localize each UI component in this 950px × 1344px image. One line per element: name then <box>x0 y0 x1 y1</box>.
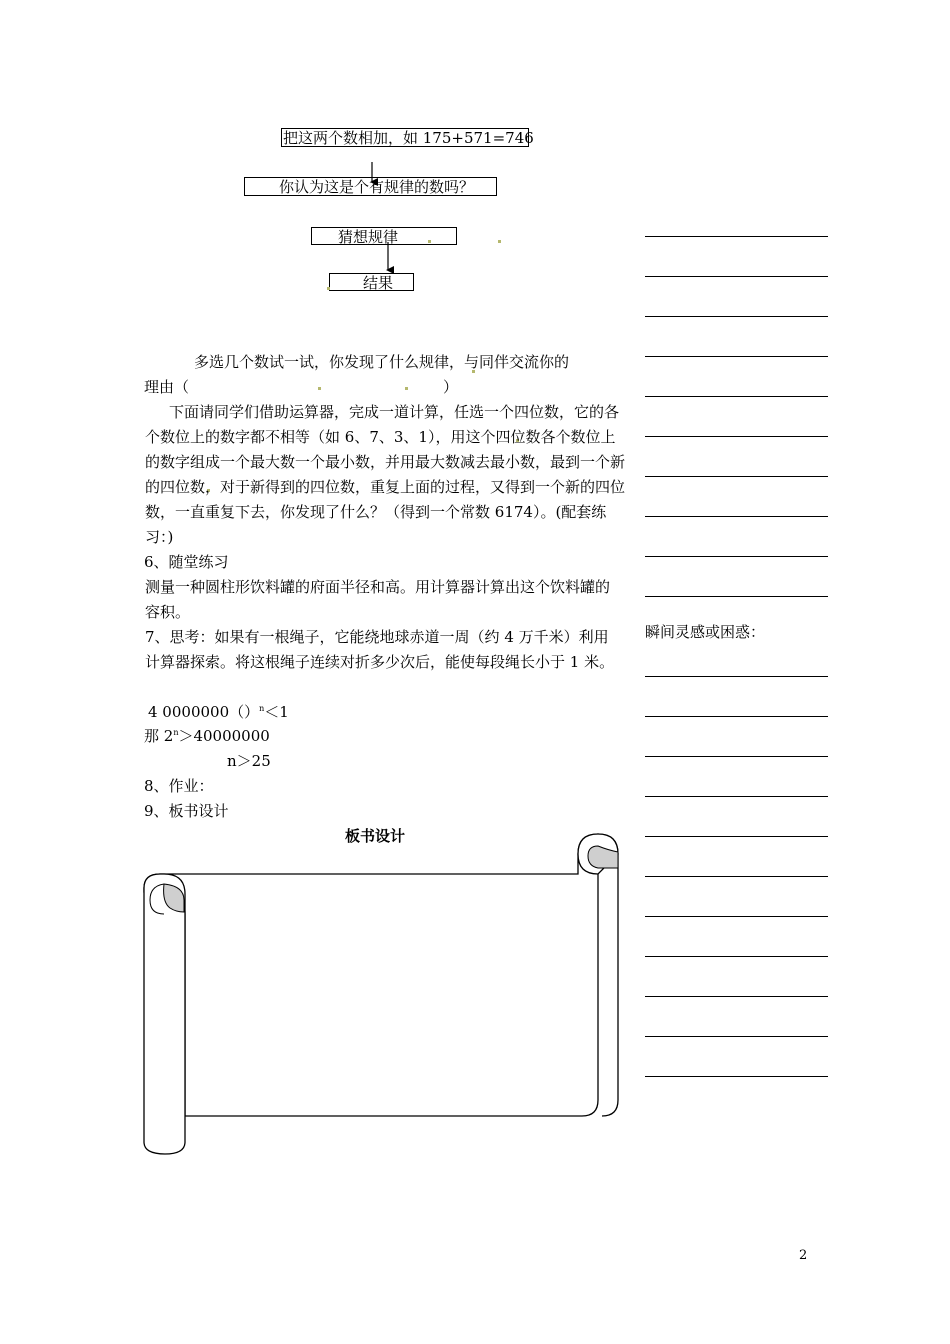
math1-pre: 4 0000000（） <box>148 703 260 721</box>
scroll-sheet <box>144 834 618 1116</box>
math2-post: ＞40000000 <box>178 727 270 745</box>
flow-box-question: 你认为这是个有规律的数吗？ <box>244 177 497 196</box>
note-line <box>645 276 828 277</box>
math-line-1 <box>148 701 289 722</box>
item6-title: 6、随堂练习 <box>144 553 229 571</box>
para-calculator-task: 下面请同学们借助运算器，完成一道计算，任选一个四位数，它的各个数位上的数字都不相等（如 6、7、3、1），用这个四位数各个数位上的数字组成一个最大数一个最小数，并用最大数减去最小数，最到一个新的四位数，对于新得到的四位数，重复上面的过程，又得到一个新的四位数，一直重复下去，你发现了什么？（得到一个常数 6174）。(配套练习：) <box>145 403 626 546</box>
blackboard-scroll <box>140 828 622 1160</box>
note-line <box>645 836 828 837</box>
note-line <box>645 356 828 357</box>
decor-dot <box>405 387 408 390</box>
note-line <box>645 676 828 677</box>
note-line <box>645 956 828 957</box>
math-line-3: n＞25 <box>227 752 271 770</box>
note-line <box>645 876 828 877</box>
math1-post: ＜1 <box>264 703 289 721</box>
note-line <box>645 796 828 797</box>
note-line <box>645 916 828 917</box>
note-line <box>645 756 828 757</box>
note-line <box>645 1076 828 1077</box>
flow-box-result: 结果 <box>329 273 414 291</box>
note-line <box>645 476 828 477</box>
math2-sup: n <box>173 728 179 737</box>
decor-dot <box>428 240 431 243</box>
item9: 9、板书设计 <box>144 802 229 820</box>
note-line <box>645 1036 828 1037</box>
math2-pre: 那 2 <box>144 727 174 745</box>
para1-line2-start: 理由（ <box>144 378 190 396</box>
item6-text: 测量一种圆柱形饮料罐的府面半径和高。用计算器计算出这个饮料罐的容积。 <box>145 578 611 621</box>
para1-line2-end: ） <box>443 378 459 396</box>
note-line <box>645 436 828 437</box>
item7-text: 7、思考：如果有一根绳子，它能绕地球赤道一周（约 4 万千米）利用计算器探索。将这根绳子连续对折多少次后，能使每段绳长小于 1 米。 <box>145 628 615 671</box>
note-line <box>645 396 828 397</box>
math1-sup: n <box>259 704 265 713</box>
note-line <box>645 516 828 517</box>
decor-dot <box>327 287 330 290</box>
item8: 8、作业： <box>144 777 214 795</box>
para1-line1: 多选几个数试一试，你发现了什么规律，与同伴交流你的 <box>194 353 570 371</box>
note-line <box>645 556 828 557</box>
decor-dot <box>318 387 321 390</box>
decor-dot <box>498 240 501 243</box>
note-line <box>645 596 828 597</box>
note-line <box>645 316 828 317</box>
page-number: 2 <box>799 1248 808 1263</box>
flow-box-add: 把这两个数相加，如 175+571=746 <box>283 129 534 147</box>
note-line <box>645 236 828 237</box>
note-line <box>645 716 828 717</box>
inspiration-label: 瞬间灵感或困惑： <box>645 623 766 641</box>
flow-box-guess: 猜想规律 <box>311 227 457 245</box>
note-line <box>645 996 828 997</box>
flow-arrows <box>0 0 950 320</box>
board-title: 板书设计 <box>345 827 406 845</box>
scroll-left-roll <box>144 874 185 1154</box>
math-line-2 <box>144 725 270 746</box>
